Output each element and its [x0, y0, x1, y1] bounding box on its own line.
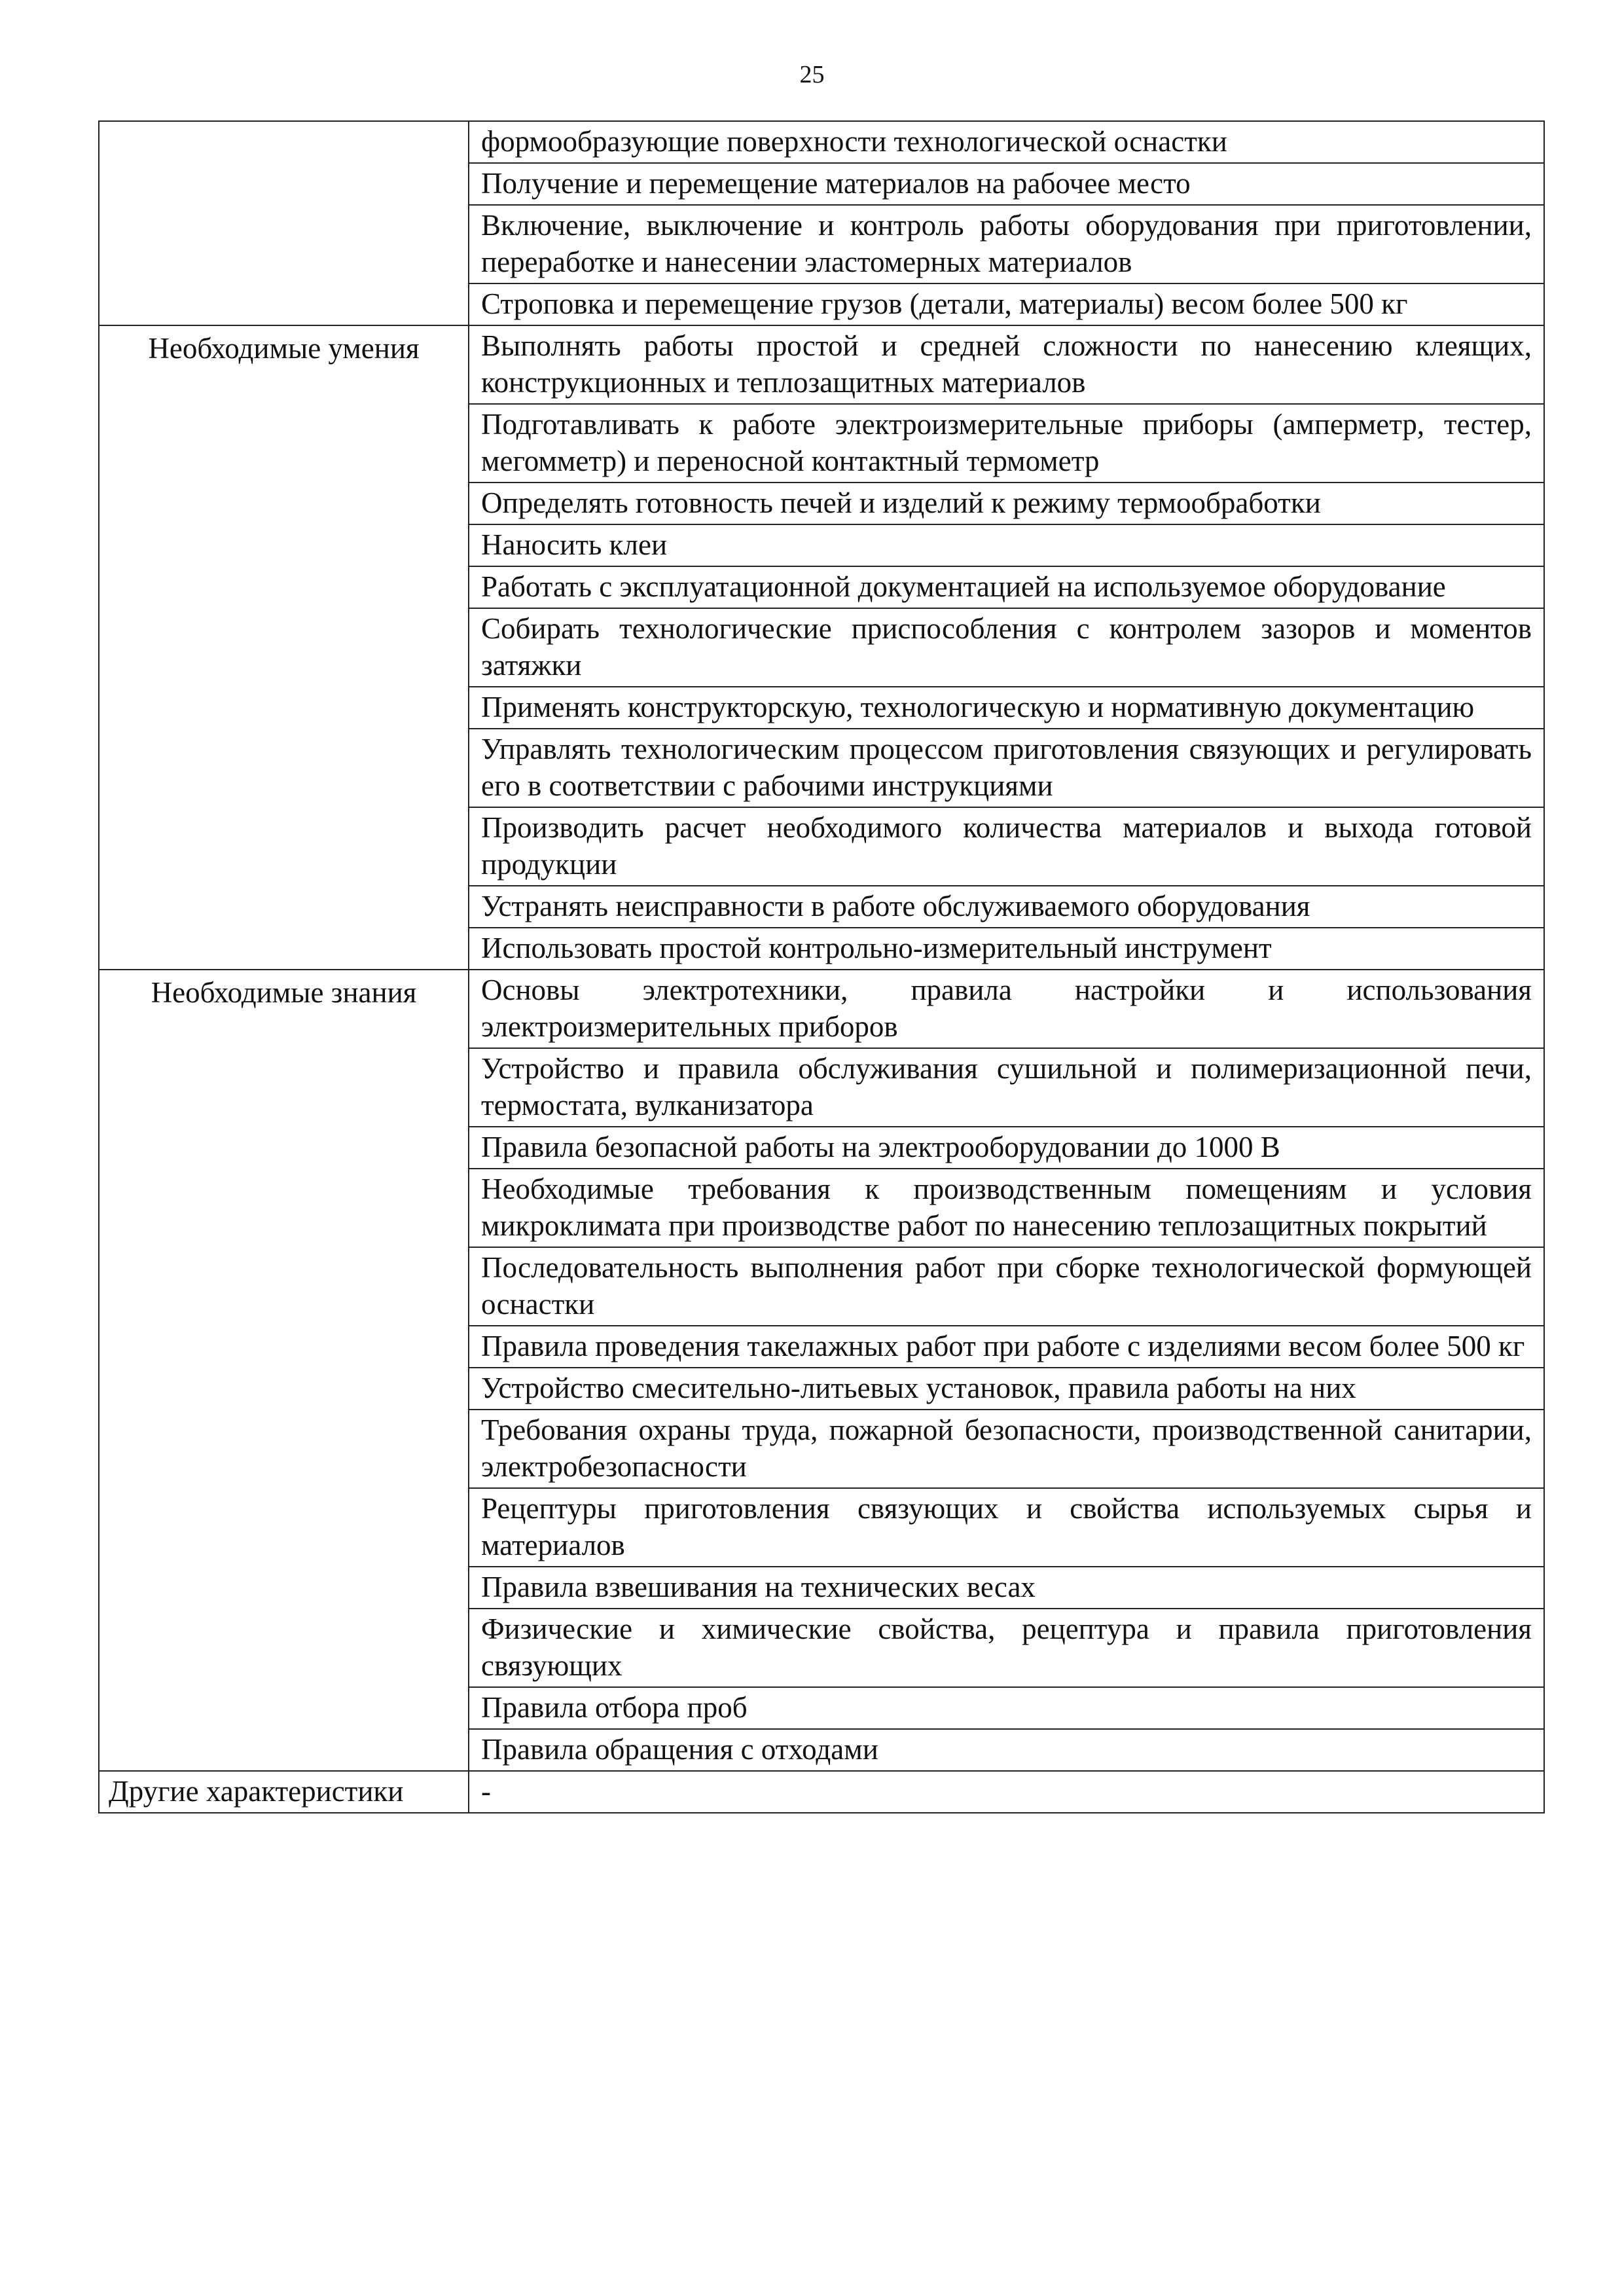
table-cell-item: Подготавливать к работе электроизмерительные приборы (амперметр, тестер, мегомметр) и переносной контактный термометр [469, 404, 1544, 483]
table-cell-item: Применять конструкторскую, технологическую и нормативную документацию [469, 687, 1544, 729]
section-label-knowledge: Необходимые знания [99, 970, 469, 1771]
requirements-table-body [99, 121, 1544, 1813]
section-label-other: Другие характеристики [99, 1771, 469, 1813]
table-cell-item: Выполнять работы простой и средней сложности по нанесению клеящих, конструкционных и теплозащитных материалов [469, 325, 1544, 404]
table-cell-item: Включение, выключение и контроль работы оборудования при приготовлении, переработке и нанесении эластомерных материалов [469, 205, 1544, 283]
section-label-continuation [99, 121, 469, 325]
table-cell-item: Собирать технологические приспособления с контролем зазоров и моментов затяжки [469, 608, 1544, 687]
table-cell-item: Необходимые требования к производственным помещениям и условия микроклимата при производстве работ по нанесению теплозащитных покрытий [469, 1169, 1544, 1247]
table-cell-item: Последовательность выполнения работ при сборке технологической формующей оснастки [469, 1247, 1544, 1326]
table-cell-item: формообразующие поверхности технологической оснастки [469, 121, 1544, 163]
table-cell-item: Работать с эксплуатационной документацией на используемое оборудование [469, 566, 1544, 608]
table-cell-item: Устройство и правила обслуживания сушильной и полимеризационной печи, термостата, вулканизатора [469, 1048, 1544, 1127]
table-cell-item: - [469, 1771, 1544, 1813]
table-cell-item: Использовать простой контрольно-измерительный инструмент [469, 928, 1544, 970]
table-cell-item: Требования охраны труда, пожарной безопасности, производственной санитарии, электробезопасности [469, 1410, 1544, 1488]
table-cell-item: Основы электротехники, правила настройки и использования электроизмерительных приборов [469, 970, 1544, 1048]
page-number: 25 [799, 61, 825, 88]
table-row [99, 970, 1544, 1048]
table-cell-item: Наносить клеи [469, 524, 1544, 566]
table-cell-item: Устройство смесительно-литьевых установок, правила работы на них [469, 1368, 1544, 1410]
table-cell-item: Правила обращения с отходами [469, 1729, 1544, 1771]
table-row [99, 1771, 1544, 1813]
table-cell-item: Правила взвешивания на технических весах [469, 1567, 1544, 1609]
table-cell-item: Получение и перемещение материалов на рабочее место [469, 163, 1544, 205]
table-cell-item: Рецептуры приготовления связующих и свойства используемых сырья и материалов [469, 1488, 1544, 1567]
section-label-skills: Необходимые умения [99, 325, 469, 970]
table-cell-item: Определять готовность печей и изделий к режиму термообработки [469, 483, 1544, 524]
table-cell-item: Физические и химические свойства, рецептура и правила приготовления связующих [469, 1609, 1544, 1687]
table-cell-item: Производить расчет необходимого количества материалов и выхода готовой продукции [469, 807, 1544, 886]
table-row [99, 121, 1544, 163]
table-cell-item: Устранять неисправности в работе обслуживаемого оборудования [469, 886, 1544, 928]
requirements-table [98, 120, 1545, 1813]
table-row [99, 325, 1544, 404]
table-cell-item: Правила проведения такелажных работ при работе с изделиями весом более 500 кг [469, 1326, 1544, 1368]
table-cell-item: Строповка и перемещение грузов (детали, материалы) весом более 500 кг [469, 283, 1544, 325]
table-cell-item: Правила безопасной работы на электрооборудовании до 1000 В [469, 1127, 1544, 1169]
table-cell-item: Управлять технологическим процессом приготовления связующих и регулировать его в соответствии с рабочими инструкциями [469, 729, 1544, 807]
table-cell-item: Правила отбора проб [469, 1687, 1544, 1729]
